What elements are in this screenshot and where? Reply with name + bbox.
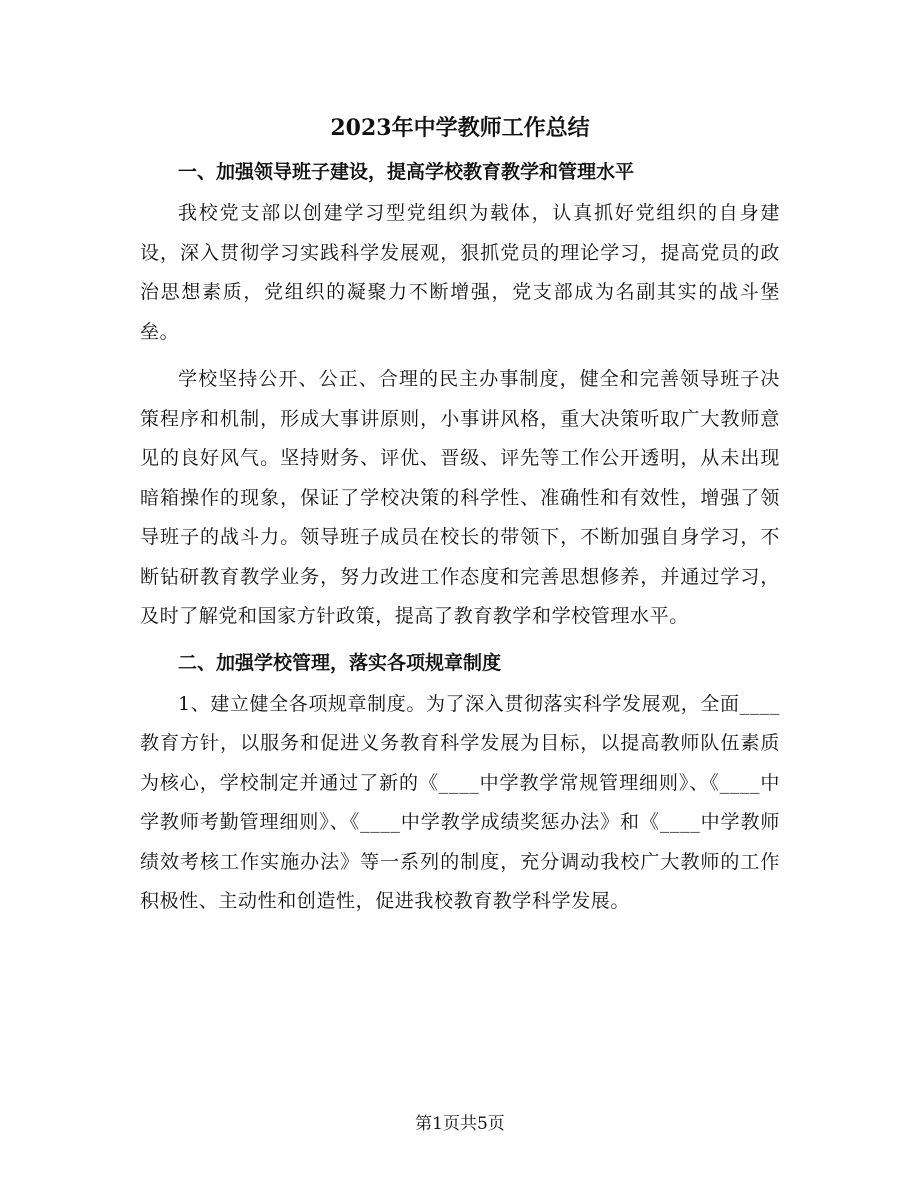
document-title: 2023年中学教师工作总结 (330, 115, 590, 141)
paragraph: 我校党支部以创建学习型党组织为载体，认真抓好党组织的自身建设，深入贯彻学习实践科学发展观，狠抓党员的理论学习，提高党员的政治思想素质，党组织的凝聚力不断增强，党支部成为名副其实的战斗堡垒。 (140, 202, 780, 343)
paragraph: 1、建立健全各项规章制度。为了深入贯彻落实科学发展观，全面____教育方针，以服务和促进义务教育科学发展为目标，以提高教师队伍素质为核心，学校制定并通过了新的《____中学教学常规管理细则》、《____中学教师考勤管理细则》、《____中学教学成绩奖惩办法》和《____中学教师绩效考核工作实施办法》等一系列的制度，充分调动我校广大教师的工作积极性、主动性和创造性，促进我校教育教学科学发展。 (140, 692, 780, 912)
document-body (140, 108, 780, 930)
paragraph: 学校坚持公开、公正、合理的民主办事制度，健全和完善领导班子决策程序和机制，形成大事讲原则，小事讲风格，重大决策听取广大教师意见的良好风气。坚持财务、评优、晋级、评先等工作公开透明，从未出现暗箱操作的现象，保证了学校决策的科学性、准确性和有效性，增强了领导班子的战斗力。领导班子成员在校长的带领下，不断加强自身学习，不断钻研教育教学业务，努力改进工作态度和完善思想修养，并通过学习，及时了解党和国家方针政策，提高了教育教学和学校管理水平。 (140, 368, 780, 627)
section-heading-2: 二、加强学校管理，落实各项规章制度 (178, 651, 502, 674)
page-indicator: 第1页共5页 (415, 1114, 505, 1134)
section-heading-1: 一、加强领导班子建设，提高学校教育教学和管理水平 (178, 161, 635, 183)
